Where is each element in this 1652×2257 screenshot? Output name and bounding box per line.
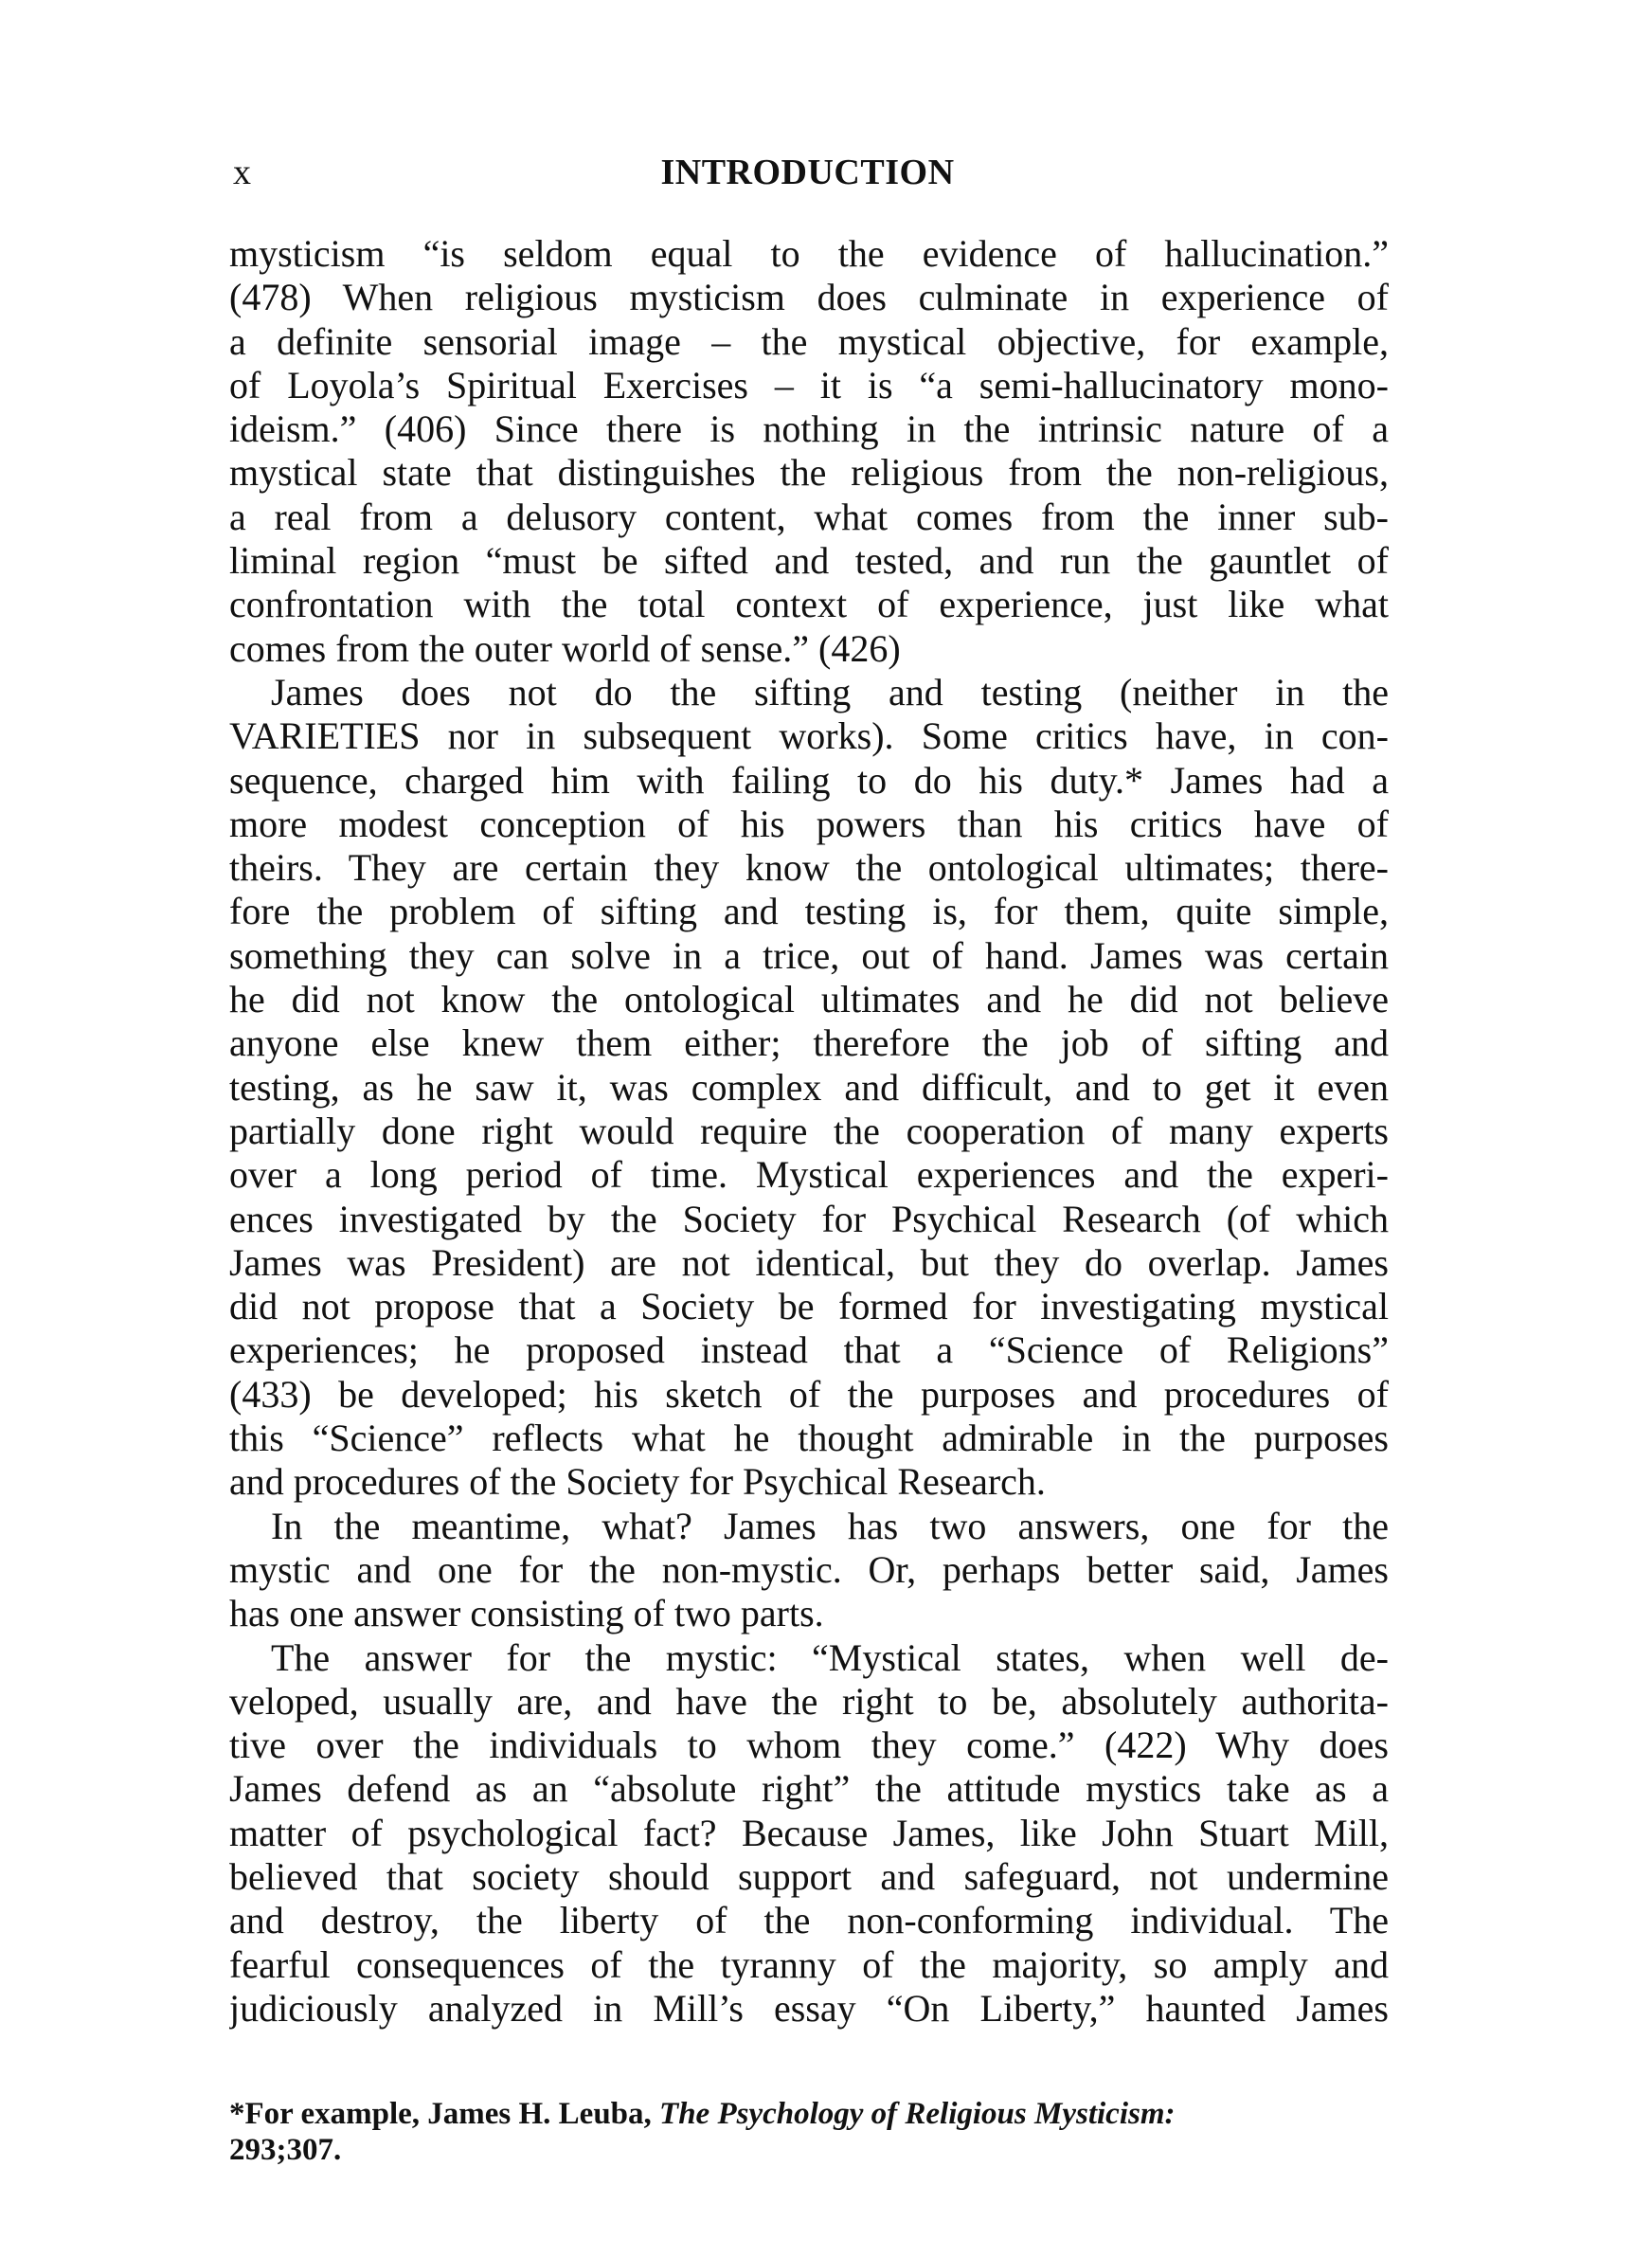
text-line: matter of psychological fact? Because James, like John Stuart Mill, — [229, 1811, 1389, 1854]
text-line: something they can solve in a trice, out of hand. James was certain — [229, 933, 1389, 977]
text-line: ences investigated by the Society for Psychical Research (of which — [229, 1197, 1389, 1240]
running-head: INTRODUCTION — [660, 153, 955, 192]
text-line: sequence, charged him with failing to do his duty.* James had a — [229, 758, 1389, 802]
footnote-prefix: *For example, James H. Leuba, — [229, 2097, 660, 2131]
text-line: partially done right would require the cooperation of many experts — [229, 1109, 1389, 1152]
footnote — [229, 2096, 1389, 2168]
paragraph-first-line: In the meantime, what? James has two answers, one for the — [271, 1504, 1389, 1547]
text-line: fearful consequences of the tyranny of the majority, so amply and — [229, 1942, 1389, 1986]
text-line: believed that society should support and safeguard, not undermine — [229, 1854, 1389, 1898]
text-line: and destroy, the liberty of the non-conforming individual. The — [229, 1899, 1389, 1942]
text-line: theirs. They are certain they know the ontological ultimates; there- — [229, 846, 1389, 890]
text-line: tive over the individuals to whom they come.” (422) Why does — [229, 1724, 1389, 1767]
text-line: has one answer consisting of two parts. — [229, 1592, 824, 1635]
text-line: (433) be developed; his sketch of the purposes and procedures of — [229, 1372, 1389, 1416]
text-line: more modest conception of his powers than his critics have of — [229, 802, 1389, 845]
text-line: fore the problem of sifting and testing is, for them, quite simple, — [229, 890, 1389, 933]
text-line: comes from the outer world of sense.” (426) — [229, 626, 901, 670]
text-line: veloped, usually are, and have the right to be, absolutely authorita- — [229, 1679, 1389, 1723]
footnote-book-title: The Psychology of Religious Mysticism: — [659, 2097, 1176, 2131]
page-header — [227, 152, 1388, 208]
text-line: ideism.” (406) Since there is nothing in the intrinsic nature of a — [229, 407, 1389, 451]
body-text — [229, 232, 1389, 2031]
text-line: (478) When religious mysticism does culminate in experience of — [229, 276, 1389, 319]
text-line: James was President) are not identical, but they do overlap. James — [229, 1240, 1389, 1284]
text-line: liminal region “must be sifted and tested, and run the gauntlet of — [229, 539, 1389, 583]
text-line: this “Science” reflects what he thought admirable in the purposes — [229, 1417, 1389, 1460]
page-number: x — [233, 153, 251, 192]
footnote-pages: 293;307. — [229, 2133, 342, 2167]
text-line: a real from a delusory content, what comes from the inner sub- — [229, 495, 1389, 538]
text-line: over a long period of time. Mystical experiences and the experi- — [229, 1153, 1389, 1197]
text-line: a definite sensorial image – the mystical objective, for example, — [229, 319, 1389, 363]
text-line: mystic and one for the non-mystic. Or, perhaps better said, James — [229, 1547, 1389, 1591]
text-line: did not propose that a Society be formed for investigating mystical — [229, 1285, 1389, 1328]
text-line: he did not know the ontological ultimates and he did not believe — [229, 978, 1389, 1021]
text-line: judiciously analyzed in Mill’s essay “On Liberty,” haunted James — [229, 1986, 1389, 2030]
footnote-line — [229, 2096, 1389, 2132]
text-line: VARIETIES nor in subsequent works). Some critics have, in con- — [229, 714, 1389, 758]
paragraph-first-line: The answer for the mystic: “Mystical states, when well de- — [271, 1635, 1389, 1679]
text-line: of Loyola’s Spiritual Exercises – it is “a semi-hallucinatory mono- — [229, 363, 1389, 406]
text-line: and procedures of the Society for Psychical Research. — [229, 1460, 1046, 1504]
paragraph-first-line: James does not do the sifting and testing (neither in the — [271, 670, 1389, 713]
text-line: mystical state that distinguishes the religious from the non-religious, — [229, 451, 1389, 495]
text-line: mysticism “is seldom equal to the evidence of hallucination.” — [229, 232, 1389, 275]
text-line: confrontation with the total context of experience, just like what — [229, 583, 1389, 626]
text-line: testing, as he saw it, was complex and difficult, and to get it even — [229, 1065, 1389, 1109]
text-line: experiences; he proposed instead that a “Science of Religions” — [229, 1328, 1389, 1372]
text-line: anyone else knew them either; therefore the job of sifting and — [229, 1021, 1389, 1065]
text-line: James defend as an “absolute right” the attitude mystics take as a — [229, 1767, 1389, 1811]
